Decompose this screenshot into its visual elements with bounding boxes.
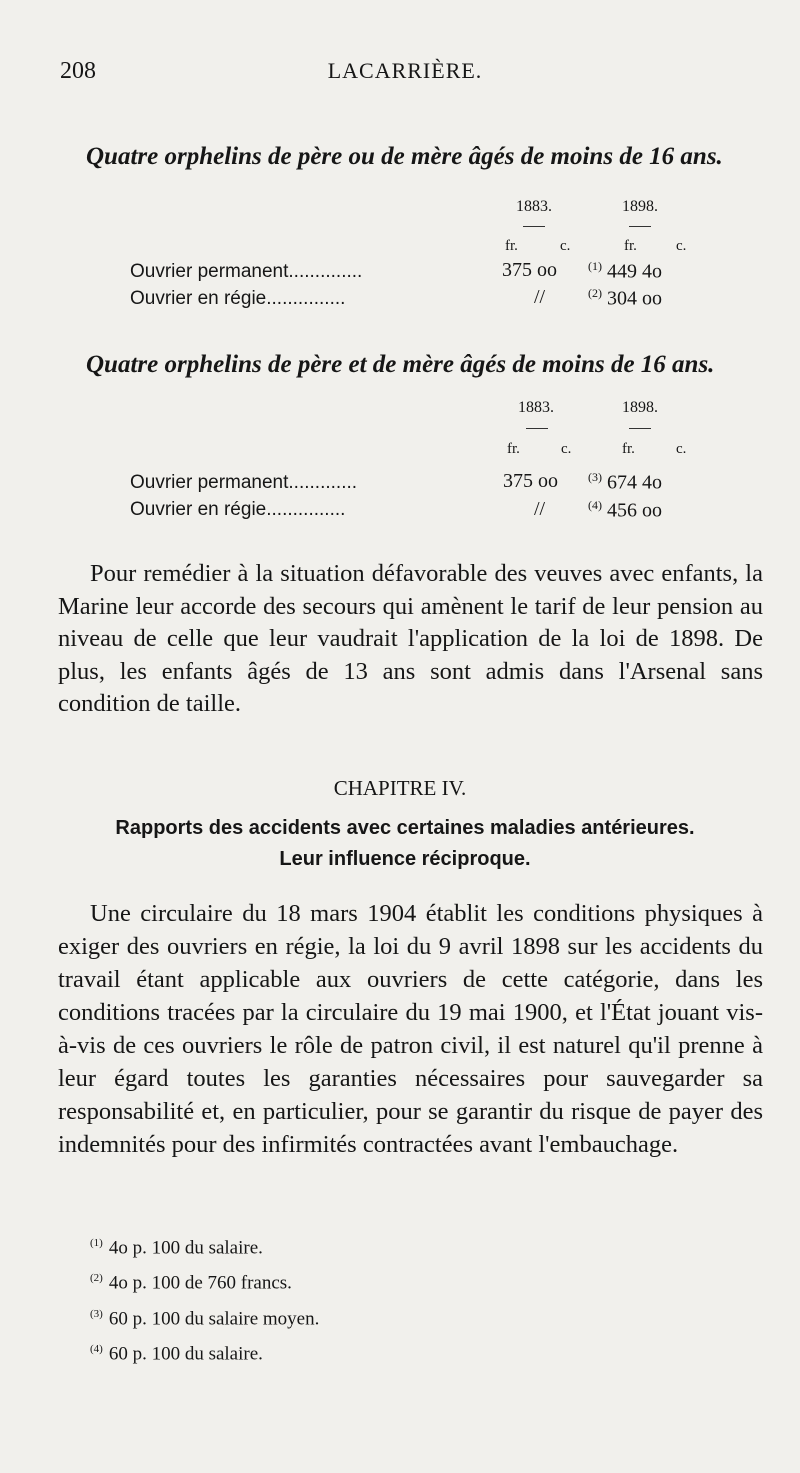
running-title: LACARRIÈRE. (327, 58, 483, 83)
table-1-year-1883: 1883. (516, 198, 552, 215)
chapter-subtitle: Rapports des accidents avec certaines maladies antérieures. (115, 817, 695, 839)
footnote: $^{(1)}$ 4o p. 100 du salaire. (90, 1237, 263, 1259)
table-1-value-1883: // (534, 286, 546, 308)
table-1-unit: fr. (505, 238, 518, 254)
table-1-dash (629, 226, 651, 227)
footnote-reference: (1) (588, 259, 602, 273)
table-2-row-label: Ouvrier permanent............. (130, 472, 358, 493)
page-header (60, 58, 750, 90)
table-1-unit: fr. (624, 238, 637, 254)
table-1-unit: c. (676, 238, 687, 254)
table-1-dash (523, 226, 545, 227)
footnote: $^{(2)}$ 4o p. 100 de 760 francs. (90, 1272, 292, 1294)
footnote-reference: (4) (588, 498, 602, 512)
footnote-reference: (2) (588, 286, 602, 300)
table-2-value-1883: // (534, 498, 546, 520)
footnote-reference: (3) (588, 470, 602, 484)
table-2-dash (629, 428, 651, 429)
body-paragraph-2 (58, 897, 763, 1161)
table-2-value-1898: $^{(3)}$ 674 4o (588, 470, 662, 494)
footnote: $^{(4)}$ 60 p. 100 du salaire. (90, 1342, 263, 1365)
table-1-unit: c. (560, 238, 571, 254)
paragraph-text: Une circulaire du 18 mars 1904 établit les conditions physiques à exiger des ouvriers en régie, la loi du 9 avril 1898 sur les accidents du travail étant applicable aux ouvriers de cette catégorie, dans les conditions tracées par la circulaire du 19 mai 1900, et l'État jouant vis-à-vis de ces ouvriers le rôle de patron civil, il est naturel qu'il prenne à leur égard toutes les garanties nécessaires pour sauvegarder sa responsabilité et, en particulier, pour se garantir du risque de payer des indemnités pour des infirmités contractées avant l'embauchage. (58, 900, 763, 1158)
table-1-year-1898: 1898. (622, 198, 658, 215)
table-2-title: Quatre orphelins de père et de mère âgés de moins de 16 ans. (86, 351, 715, 378)
chapter-subtitle: Leur influence réciproque. (279, 848, 531, 870)
body-paragraph-1 (58, 558, 763, 721)
table-1-row-label: Ouvrier en régie............... (130, 288, 346, 309)
table-2-value-1898: $^{(4)}$ 456 oo (588, 498, 662, 522)
table-2-row-label: Ouvrier en régie............... (130, 499, 346, 520)
footnotes (90, 1228, 319, 1369)
table-2-year-1898: 1898. (622, 399, 658, 416)
footnote: $^{(3)}$ 60 p. 100 du salaire moyen. (90, 1307, 320, 1329)
table-2-unit: c. (561, 441, 572, 457)
table-2-year-1883: 1883. (518, 399, 554, 416)
table-2-unit: c. (676, 441, 687, 457)
table-2-dash (526, 428, 548, 429)
table-2-unit: fr. (507, 441, 520, 457)
paragraph-text: Pour remédier à la situation défavorable des veuves avec enfants, la Marine leur accorde des secours qui amènent le tarif de leur pension au niveau de celle que leur vaudrait l'application de la loi de 1898. De plus, les enfants âgés de 13 ans sont admis dans l'Arsenal sans condition de taille. (58, 560, 763, 717)
table-1-value-1898: $^{(2)}$ 304 oo (588, 286, 662, 310)
table-2-unit: fr. (622, 441, 635, 457)
table-2-value-1883: 375 oo (503, 470, 558, 492)
table-1-value-1898: $^{(1)}$ 449 4o (588, 259, 662, 283)
page-number: 208 (60, 58, 96, 84)
table-1-value-1883: 375 oo (502, 259, 557, 281)
table-1-row-label: Ouvrier permanent.............. (130, 261, 363, 282)
table-1-title: Quatre orphelins de père ou de mère âgés de moins de 16 ans. (86, 143, 723, 170)
chapter-title: CHAPITRE IV. (333, 776, 467, 800)
